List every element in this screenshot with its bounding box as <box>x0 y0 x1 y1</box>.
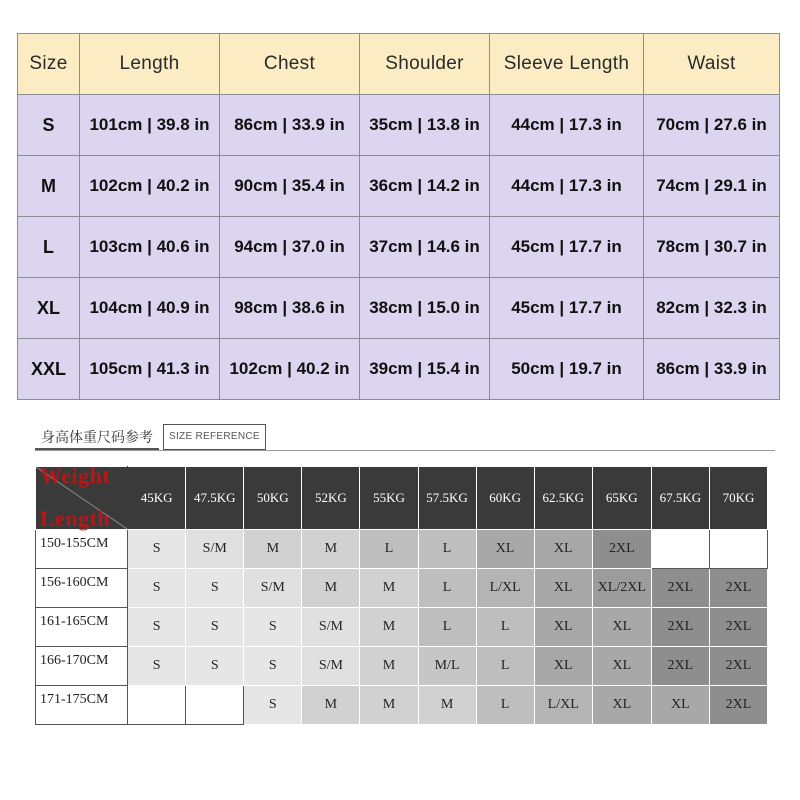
size-recommendation-cell: M <box>302 569 360 608</box>
weight-header-cell: 60KG <box>476 467 534 530</box>
length-label-cell: 150-155CM <box>36 530 128 569</box>
size-recommendation-cell: S <box>186 569 244 608</box>
measurement-cell: 36cm | 14.2 in <box>360 156 490 217</box>
size-recommendation-cell <box>651 530 709 569</box>
size-recommendation-cell: S/M <box>186 530 244 569</box>
size-recommendation-cell: M <box>302 530 360 569</box>
size-recommendation-cell <box>709 530 767 569</box>
measurement-cell: 45cm | 17.7 in <box>490 278 644 339</box>
header-shoulder: Shoulder <box>360 34 490 95</box>
size-recommendation-cell: M/L <box>418 647 476 686</box>
length-label-cell: 161-165CM <box>36 608 128 647</box>
size-recommendation-cell: 2XL <box>709 569 767 608</box>
size-recommendation-cell: L <box>418 569 476 608</box>
size-label-cell: L <box>18 217 80 278</box>
measurement-cell: 37cm | 14.6 in <box>360 217 490 278</box>
size-recommendation-cell: 2XL <box>709 686 767 725</box>
measurement-cell: 103cm | 40.6 in <box>80 217 220 278</box>
size-recommendation-cell: XL <box>534 647 592 686</box>
size-recommendation-cell: XL <box>534 530 592 569</box>
size-chart-row <box>18 156 780 217</box>
size-recommendation-cell: 2XL <box>651 647 709 686</box>
size-label-cell: S <box>18 95 80 156</box>
size-chart-row <box>18 339 780 400</box>
weight-header-cell: 52KG <box>302 467 360 530</box>
size-recommendation-cell: M <box>360 608 418 647</box>
size-recommendation-cell: S <box>244 647 302 686</box>
measurement-cell: 45cm | 17.7 in <box>490 217 644 278</box>
size-recommendation-cell: XL <box>534 569 592 608</box>
size-recommendation-cell: 2XL <box>651 569 709 608</box>
size-recommendation-cell: S <box>128 569 186 608</box>
size-reference-header <box>35 424 266 450</box>
measurement-cell: 102cm | 40.2 in <box>80 156 220 217</box>
reference-row <box>36 530 768 569</box>
length-label-cell: 166-170CM <box>36 647 128 686</box>
weight-header-cell: 57.5KG <box>418 467 476 530</box>
size-recommendation-cell: XL <box>592 686 651 725</box>
size-recommendation-cell: L <box>476 647 534 686</box>
header-waist: Waist <box>644 34 780 95</box>
size-recommendation-cell: M <box>418 686 476 725</box>
header-size: Size <box>18 34 80 95</box>
measurement-cell: 82cm | 32.3 in <box>644 278 780 339</box>
size-recommendation-cell: XL <box>476 530 534 569</box>
size-chart-row <box>18 217 780 278</box>
measurement-cell: 86cm | 33.9 in <box>220 95 360 156</box>
size-reference-title-en: SIZE REFERENCE <box>163 424 266 450</box>
size-recommendation-cell: L/XL <box>476 569 534 608</box>
size-recommendation-cell: XL <box>534 608 592 647</box>
weight-header-cell: 55KG <box>360 467 418 530</box>
measurement-cell: 94cm | 37.0 in <box>220 217 360 278</box>
measurement-cell: 86cm | 33.9 in <box>644 339 780 400</box>
size-recommendation-cell: S <box>186 647 244 686</box>
header-sleeve-length: Sleeve Length <box>490 34 644 95</box>
weight-header-cell: 50KG <box>244 467 302 530</box>
header-length: Length <box>80 34 220 95</box>
size-recommendation-cell: S <box>128 647 186 686</box>
measurement-cell: 102cm | 40.2 in <box>220 339 360 400</box>
size-recommendation-cell: XL <box>592 608 651 647</box>
size-chart-header-row <box>18 34 780 95</box>
size-recommendation-cell: 2XL <box>709 608 767 647</box>
measurement-cell: 38cm | 15.0 in <box>360 278 490 339</box>
size-recommendation-cell: XL <box>592 647 651 686</box>
measurement-cell: 70cm | 27.6 in <box>644 95 780 156</box>
weight-header-cell: 45KG <box>128 467 186 530</box>
size-recommendation-cell: M <box>244 530 302 569</box>
measurement-cell: 44cm | 17.3 in <box>490 156 644 217</box>
divider <box>35 450 775 451</box>
weight-header-cell: 47.5KG <box>186 467 244 530</box>
size-recommendation-cell: L <box>360 530 418 569</box>
measurement-cell: 50cm | 19.7 in <box>490 339 644 400</box>
size-recommendation-cell: L/XL <box>534 686 592 725</box>
corner-weight-label: Weight <box>40 463 111 488</box>
corner-cell <box>36 463 128 531</box>
measurement-cell: 78cm | 30.7 in <box>644 217 780 278</box>
measurement-cell: 90cm | 35.4 in <box>220 156 360 217</box>
weight-header-cell: 62.5KG <box>534 467 592 530</box>
measurement-cell: 101cm | 39.8 in <box>80 95 220 156</box>
size-recommendation-cell: S <box>186 608 244 647</box>
measurement-cell: 104cm | 40.9 in <box>80 278 220 339</box>
measurement-cell: 44cm | 17.3 in <box>490 95 644 156</box>
measurement-cell: 74cm | 29.1 in <box>644 156 780 217</box>
size-recommendation-cell: 2XL <box>709 647 767 686</box>
size-recommendation-cell <box>186 686 244 725</box>
size-recommendation-cell <box>128 686 186 725</box>
size-chart-row <box>18 278 780 339</box>
weight-header-row <box>36 467 768 530</box>
measurement-cell: 39cm | 15.4 in <box>360 339 490 400</box>
length-label-cell: 171-175CM <box>36 686 128 725</box>
size-recommendation-cell: L <box>418 608 476 647</box>
weight-header-cell: 70KG <box>709 467 767 530</box>
measurement-cell: 98cm | 38.6 in <box>220 278 360 339</box>
size-recommendation-cell: L <box>476 686 534 725</box>
corner-length-label: Length <box>40 506 111 531</box>
size-recommendation-cell: M <box>360 686 418 725</box>
size-recommendation-cell: 2XL <box>651 608 709 647</box>
weight-header-cell: 67.5KG <box>651 467 709 530</box>
size-recommendation-cell: L <box>418 530 476 569</box>
length-label-cell: 156-160CM <box>36 569 128 608</box>
size-recommendation-cell: XL/2XL <box>592 569 651 608</box>
size-recommendation-cell: S <box>128 608 186 647</box>
weight-header-cell: 65KG <box>592 467 651 530</box>
size-reference-table <box>35 463 768 725</box>
size-label-cell: XL <box>18 278 80 339</box>
reference-row <box>36 569 768 608</box>
size-recommendation-cell: XL <box>651 686 709 725</box>
size-recommendation-cell: S <box>128 530 186 569</box>
size-recommendation-cell: M <box>360 569 418 608</box>
reference-row <box>36 608 768 647</box>
reference-row <box>36 647 768 686</box>
size-recommendation-cell: L <box>476 608 534 647</box>
measurement-cell: 105cm | 41.3 in <box>80 339 220 400</box>
size-label-cell: XXL <box>18 339 80 400</box>
size-recommendation-cell: M <box>360 647 418 686</box>
reference-row <box>36 686 768 725</box>
size-label-cell: M <box>18 156 80 217</box>
size-recommendation-cell: S <box>244 608 302 647</box>
size-recommendation-cell: 2XL <box>592 530 651 569</box>
size-recommendation-cell: S <box>244 686 302 725</box>
size-recommendation-cell: M <box>302 686 360 725</box>
size-recommendation-cell: S/M <box>302 647 360 686</box>
size-chart-table <box>17 33 780 400</box>
header-chest: Chest <box>220 34 360 95</box>
size-recommendation-cell: S/M <box>302 608 360 647</box>
size-recommendation-cell: S/M <box>244 569 302 608</box>
measurement-cell: 35cm | 13.8 in <box>360 95 490 156</box>
size-chart-row <box>18 95 780 156</box>
size-reference-title-cn: 身高体重尺码参考 <box>35 424 159 450</box>
